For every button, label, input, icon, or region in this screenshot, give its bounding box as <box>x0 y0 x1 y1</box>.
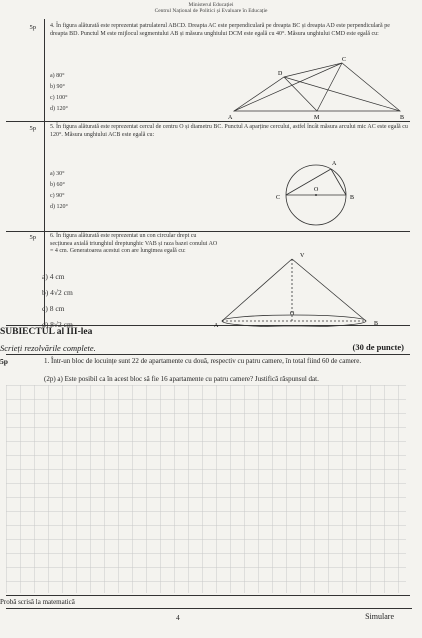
p1-text: 1. Într-un bloc de locuințe sunt 22 de apartamente cu două, respectiv cu patru camere, în total fiind 60 de camere. <box>44 357 362 365</box>
page-number: 4 <box>176 613 180 622</box>
q5-options <box>50 169 68 213</box>
q6-option-b: b) 4√2 cm <box>42 288 73 297</box>
q6-figure <box>204 245 394 327</box>
q4-label-m: M <box>314 115 320 121</box>
header-line1: Ministerul Educației <box>188 2 234 8</box>
q5-figure <box>262 143 372 229</box>
answer-grid <box>6 385 406 593</box>
q5-option-a: a) 30° <box>50 171 65 177</box>
q5-option-c: c) 90° <box>50 193 65 199</box>
q6-label-a: A <box>214 323 219 327</box>
q5-points: 5p <box>29 125 36 132</box>
q6-label-b: B <box>374 321 379 327</box>
section-instruction: Scrieți rezolvările complete. <box>0 343 96 353</box>
q6-options <box>42 269 73 333</box>
p1-points: 5p <box>0 357 8 366</box>
q5-option-b: b) 60° <box>50 182 65 188</box>
footer-subject: Probă scrisă la matematică <box>0 598 75 606</box>
q6-points: 5p <box>29 234 36 241</box>
q4-text: 4. În figura alăturată este reprezentat patrulaterul ABCD. Dreapta AC este perpendiculară pe dreapta BC și dreapta AD este perpendiculară pe dreapta BD. Punctul M este mijlocul segmentului AB și măsura unghiului DCM este egală cu 40°. Măsura unghiului CMD este egală cu: <box>50 23 390 37</box>
q4-label-c: C <box>342 57 347 63</box>
q6-label-o: O <box>290 311 295 317</box>
q4-options <box>50 71 68 115</box>
q4-option-a: a) 80° <box>50 73 65 79</box>
p1-part-a: (2p) a) Este posibil ca în acest bloc să fie 16 apartamente cu patru camere? Justifică răspunsul dat. <box>44 375 319 383</box>
q5-text: 5. În figura alăturată este reprezentat cercul de centru O și diametru BC. Punctul A aparține cercului, astfel încât măsura arcului mic AC este egală cu 120°. Măsura unghiului ACB este egală cu: <box>50 124 408 138</box>
q6-label-v: V <box>300 253 305 259</box>
q5-option-d: d) 120° <box>50 204 68 210</box>
q6-option-d: d) 8√2 cm <box>42 320 73 329</box>
page-header <box>0 2 422 14</box>
questions-table <box>6 19 410 329</box>
q4-figure <box>224 55 408 121</box>
q4-option-b: b) 90° <box>50 84 65 90</box>
q4-label-d: D <box>278 71 283 77</box>
q6-text: 6. În figura alăturată este reprezentat un con circular drept cu secțiunea axială triunghiul dreptunghic VAB și raza bazei conului AO = 4 cm. Generatoarea acestui con are lungimea egală cu: <box>50 233 218 254</box>
q6-option-c: c) 8 cm <box>42 304 65 313</box>
header-line2: Centrul Național de Politici și Evaluare în Educație <box>154 8 268 14</box>
q5-label-o: O <box>314 187 319 193</box>
q5-label-a: A <box>332 161 337 167</box>
section-title: SUBIECTUL al III-lea <box>0 327 93 337</box>
footer-divider <box>6 608 412 609</box>
q4-option-c: c) 100° <box>50 95 68 101</box>
q4-points: 5p <box>29 24 36 31</box>
q6-option-a: a) 4 cm <box>42 272 65 281</box>
q4-label-a: A <box>228 115 233 121</box>
q4-label-b: B <box>400 115 405 121</box>
section-points: (30 de puncte) <box>352 342 404 352</box>
footer-simulation: Simulare <box>365 612 394 621</box>
q5-label-b: B <box>350 195 355 201</box>
q5-label-c: C <box>276 195 281 201</box>
q4-option-d: d) 120° <box>50 106 68 112</box>
